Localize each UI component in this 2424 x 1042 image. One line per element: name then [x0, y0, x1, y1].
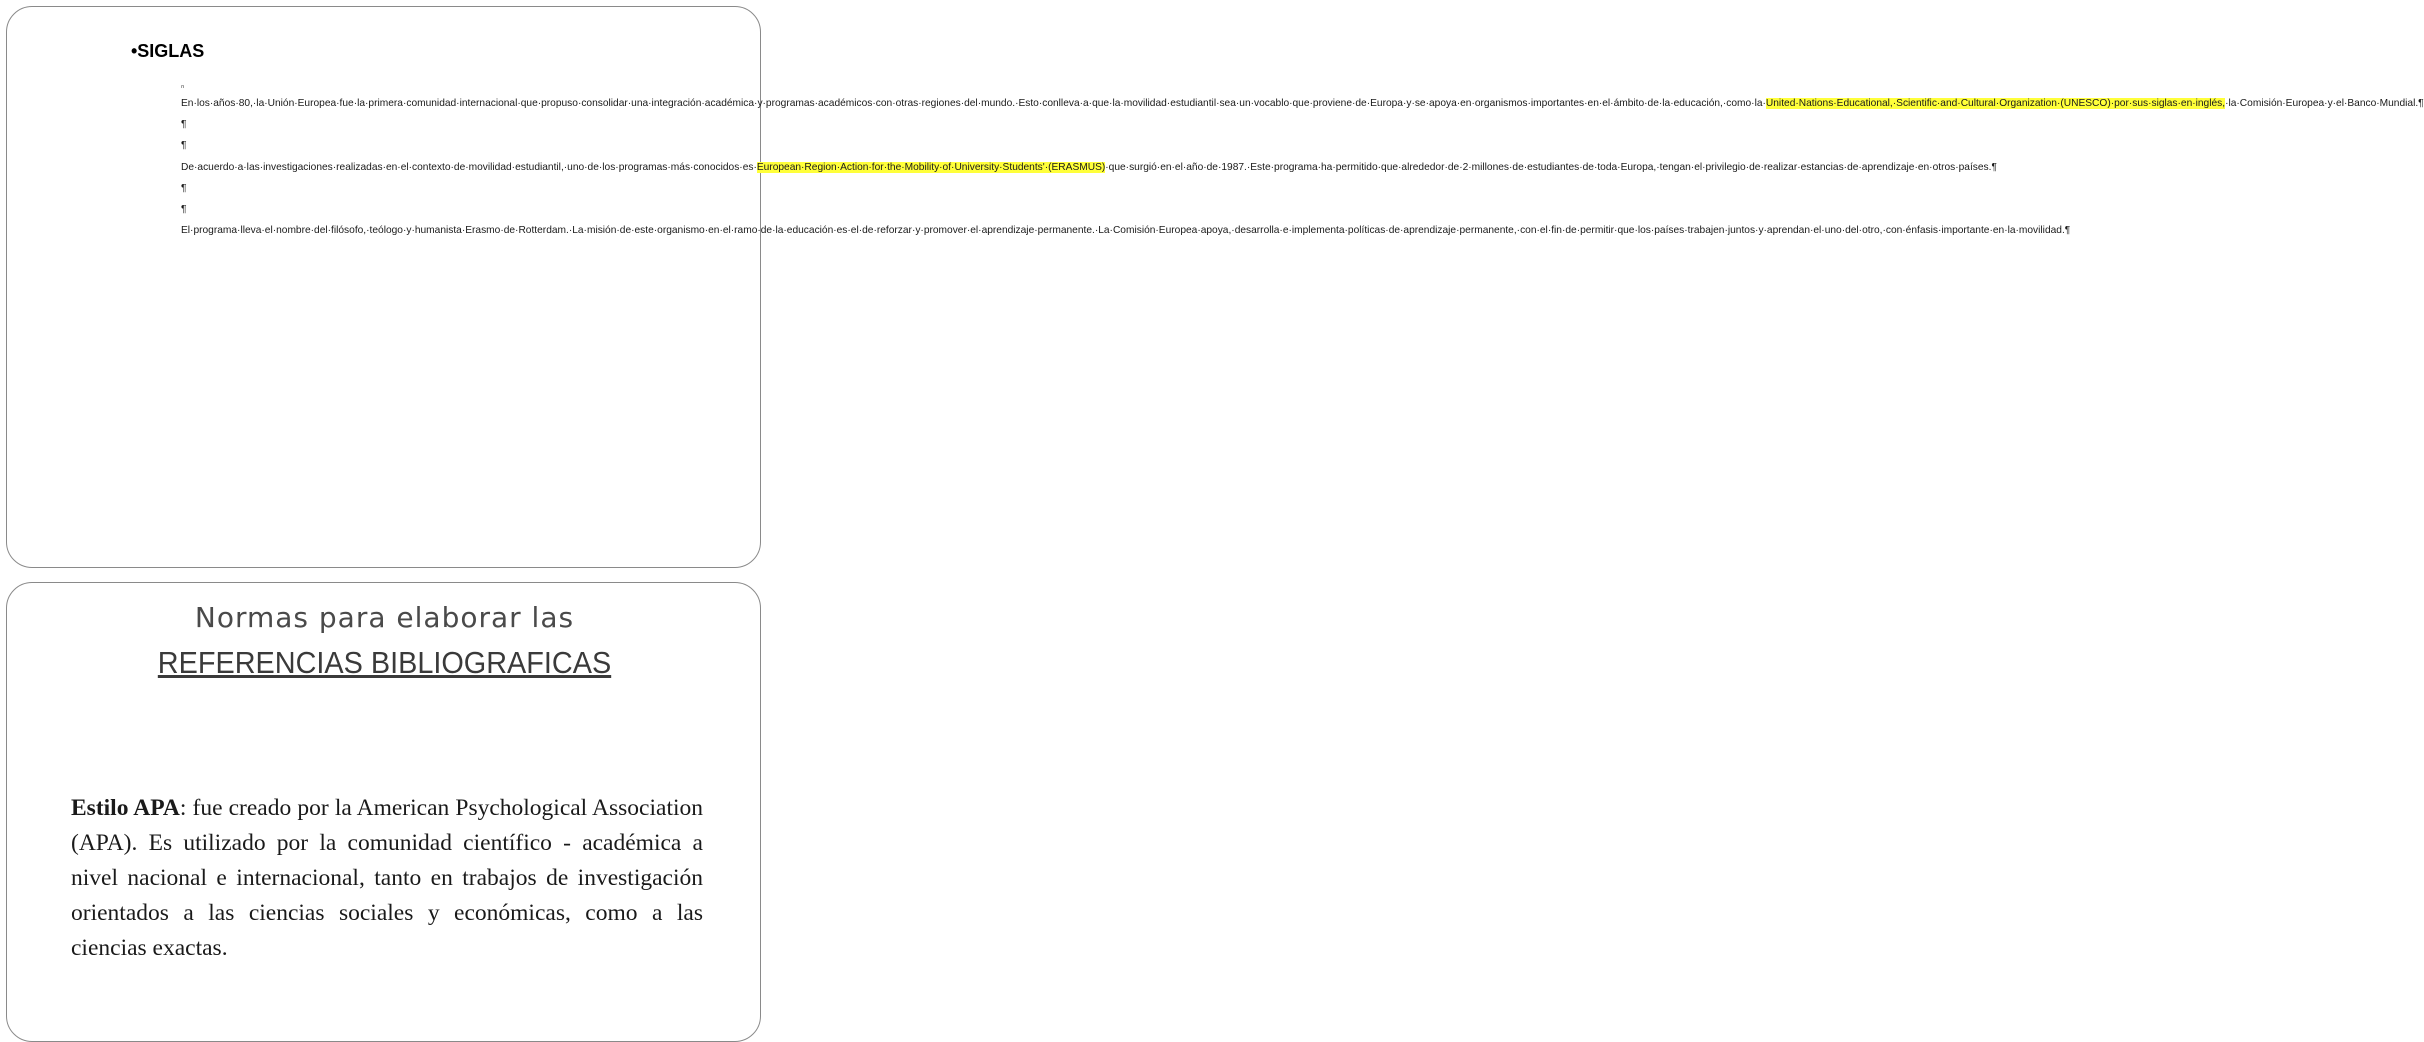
pilcrow: ¶: [181, 204, 187, 216]
apa-description: [71, 791, 703, 966]
paragraph-1: [181, 93, 2424, 114]
document-excerpt: [181, 81, 2424, 241]
paragraph-2-end: ·que·surgió·en·el·año·de·1987.·Este·programa·ha·permitido·que·alrededor·de·2·millones·de·estudiantes·de·toda·Europa,·tengan·el·privilegio·de·realizar·estancias·de·aprendizaje·en·otros·países.¶: [1105, 161, 1997, 173]
paragraph-3: El·programa·lleva·el·nombre·del·filósofo,·teólogo·y·humanista·Erasmo·de·Rotterdam.·La·misión·de·este·organismo·en·el·ramo·de·la·educación·es·el·de·reforzar·y·promover·el·aprendizaje·permanente.·La·Comisión·Europea·apoya,·desarrolla·e·implementa·políticas·de·aprendizaje·permanente,·con·el·fin·de·permitir·que·los·países·trabajen·juntos·y·aprendan·el·uno·del·otro,·con·énfasis·importante·en·la·movilidad.¶: [181, 225, 2071, 237]
apa-term: Estilo APA: [71, 795, 180, 821]
paragraph-2-text: De·acuerdo·a·las·investigaciones·realizadas·en·el·contexto·de·movilidad·estudiantil,·uno·de·los·programas·más·conocidos·es·: [181, 161, 757, 173]
highlight-unesco: United·Nations·Educational,·Scientific·and·Cultural·Organization·(UNESCO)·por·sus·siglas·en·inglés,: [1765, 98, 2226, 109]
slide-title: Normas para elaborar las: [194, 601, 575, 634]
paragraph-mark: ⁿ: [181, 82, 185, 92]
apa-definition: : fue creado por la American Psychological Association (APA). Es utilizado por la comunidad científico - académica a nivel nacional e internacional, tanto en trabajos de investigación orientados a las ciencias sociales y económicas, como a las ciencias exactas.: [71, 795, 703, 961]
slide-heading: •SIGLAS: [131, 41, 205, 61]
pilcrow: ¶: [181, 182, 187, 194]
paragraph-1-text-b: como·la·: [1726, 98, 1766, 109]
slide-siglas: [6, 6, 2424, 568]
paragraph-1-text: En·los·años·80,·la·Unión·Europea·fue·la·primera·comunidad·internacional·que·propuso·consolidar·una·integración·académica·y·programas·académicos·con·otras·regiones·del·mundo.·Esto·conlleva·a·que·la·movilidad·estudiantil·sea·un·vocablo·que·proviene·de·Europa·y·se·apoya·en·organismos·importantes·en·el·ámbito·de·la·educación,·: [181, 98, 1727, 109]
pilcrow: ¶: [181, 119, 187, 131]
highlight-erasmus: European·Region·Action·for·the·Mobility·of·University·Students'·(ERASMUS): [756, 161, 1106, 173]
paragraph-2: [181, 157, 1997, 178]
paragraph-1-end: ·la·Comisión·Europea·y·el·Banco·Mundial.¶: [2225, 98, 2424, 109]
slide-subtitle: REFERENCIAS BIBLIOGRAFICAS: [157, 645, 612, 680]
pilcrow: ¶: [181, 140, 187, 152]
slide-referencias: [6, 582, 761, 1042]
